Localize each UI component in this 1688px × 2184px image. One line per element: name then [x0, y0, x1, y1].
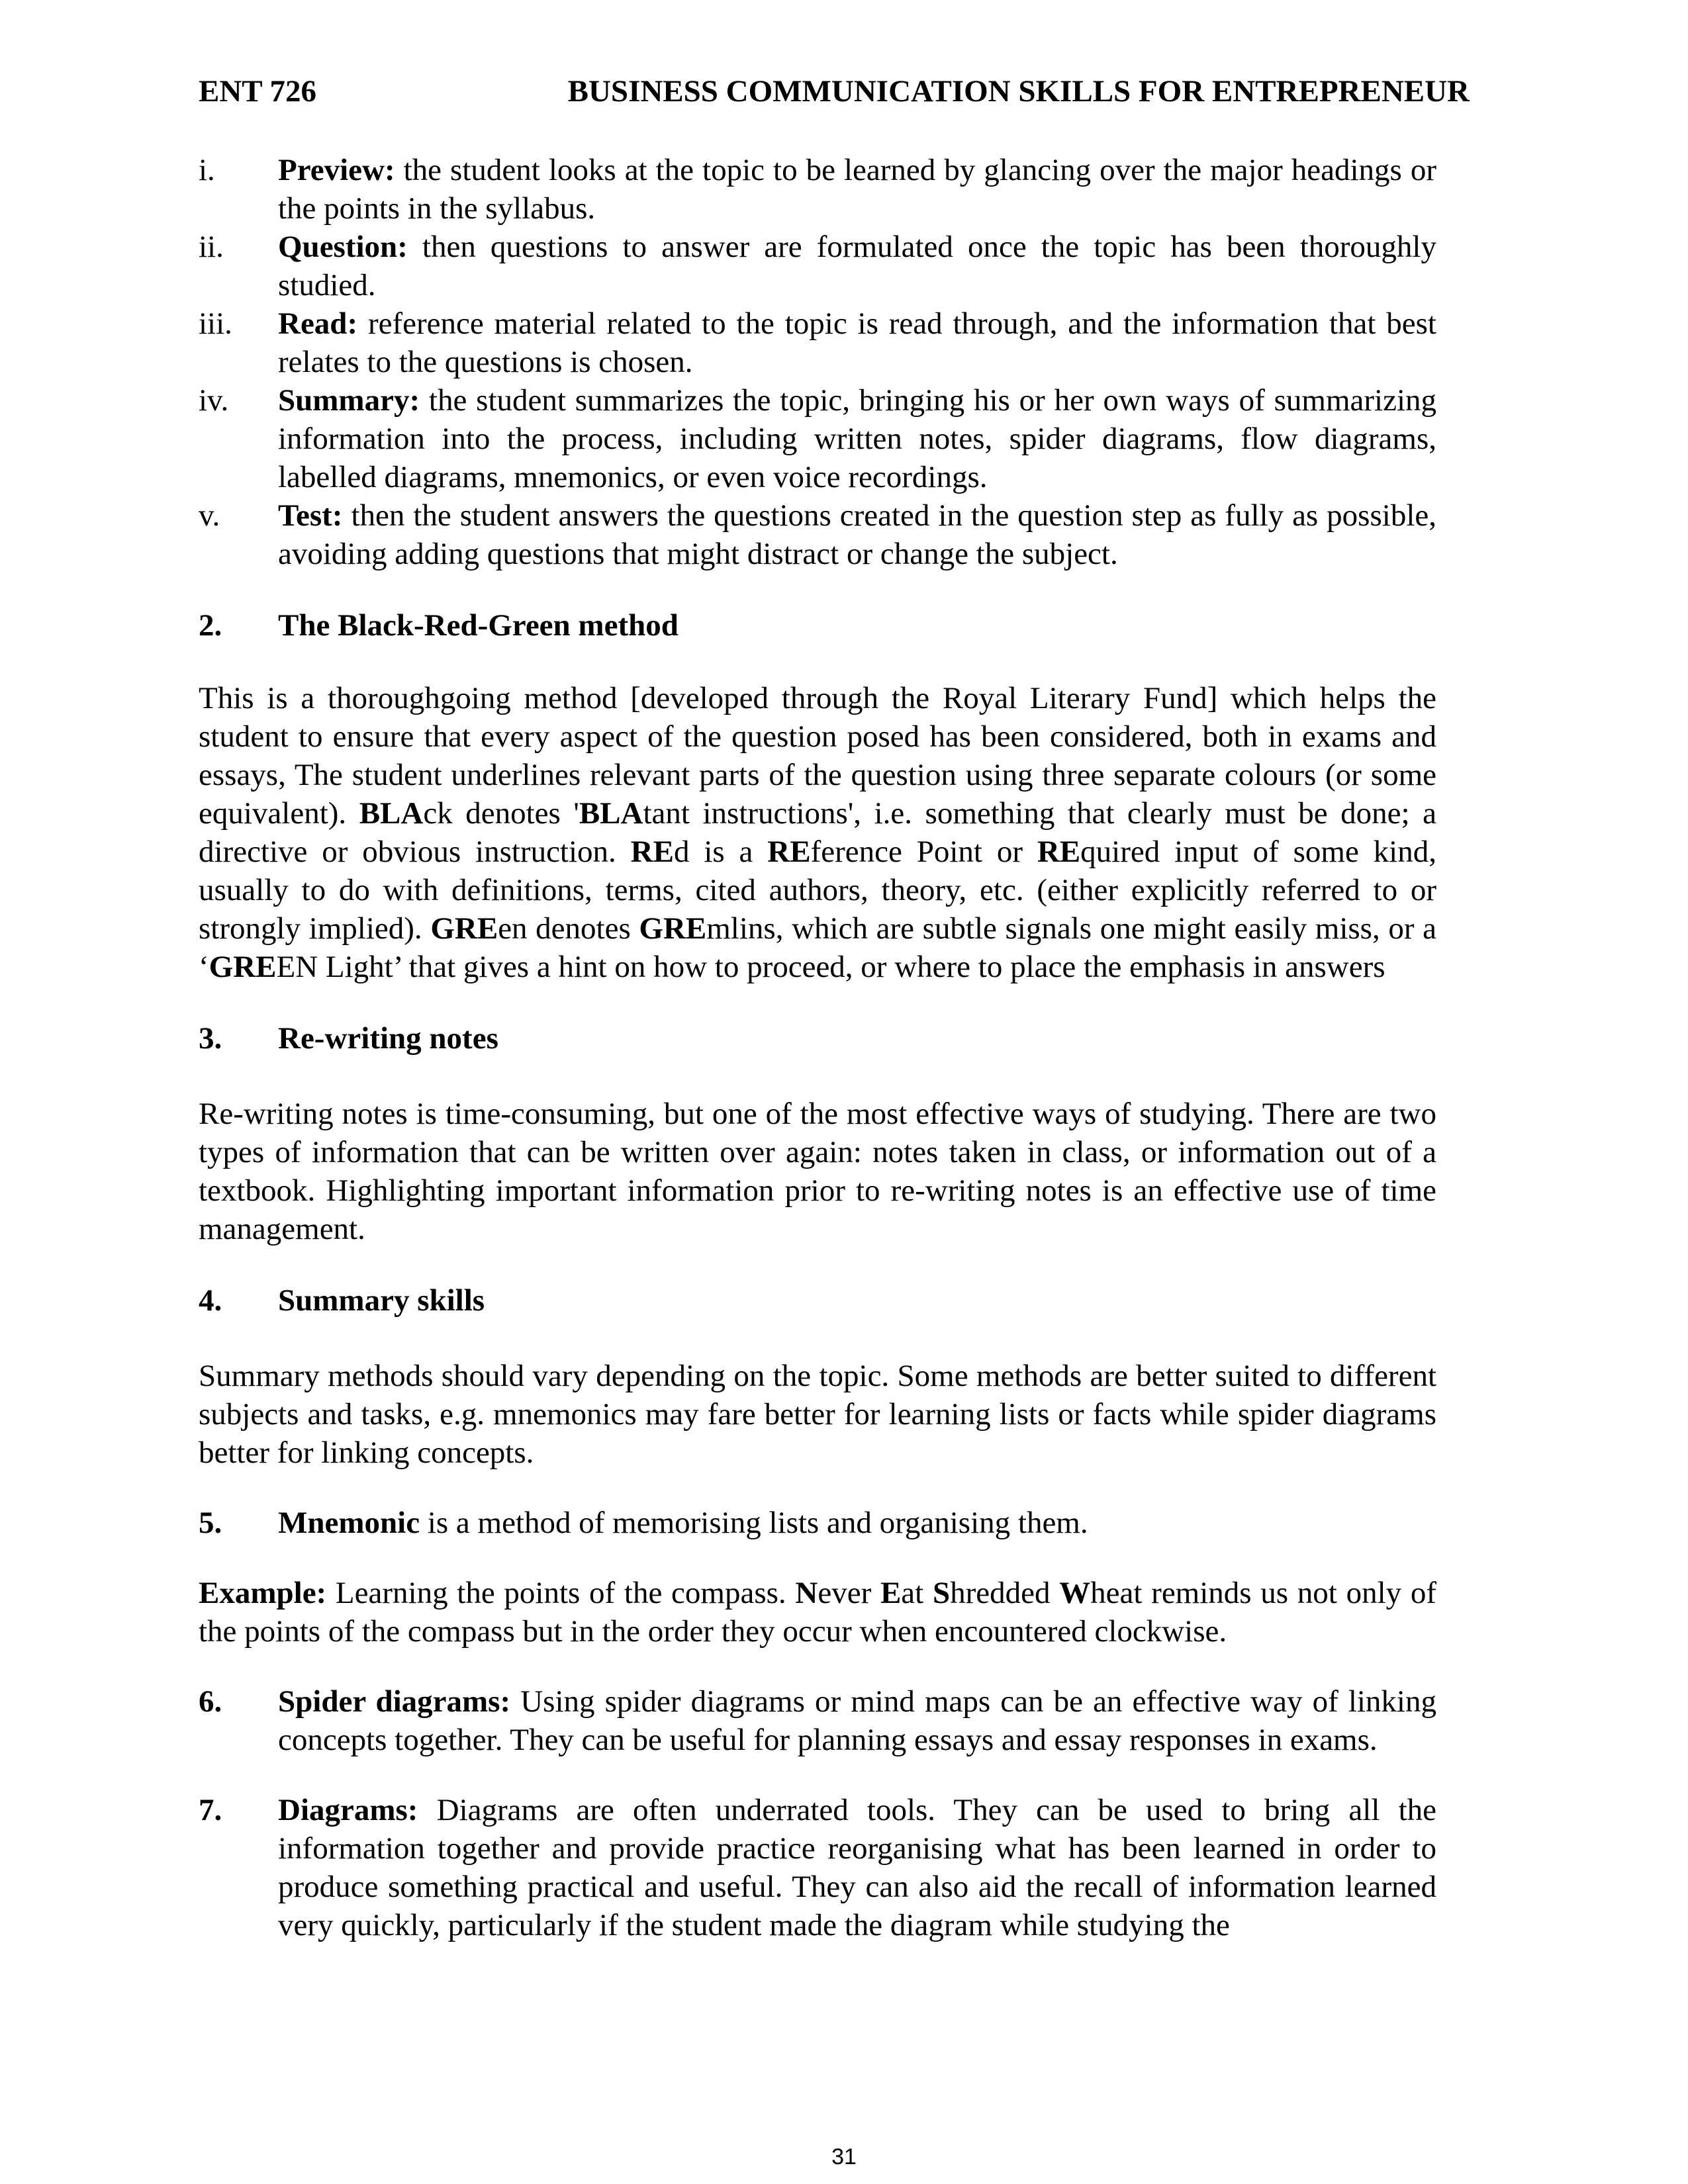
text-run-bold: GRE	[209, 950, 277, 984]
text-run: is a method of memorising lists and organising them.	[420, 1506, 1088, 1540]
list-body: reference material related to the topic is read through, and the information that best relates to the questions is chosen.	[278, 306, 1436, 379]
section-number: 3.	[199, 1021, 222, 1056]
text-run: Learning the points of the compass.	[326, 1576, 796, 1610]
section-title: The Black-Red-Green method	[278, 608, 679, 643]
list-text	[278, 304, 1436, 381]
text-run-bold: RE	[630, 835, 674, 869]
section-5	[199, 1504, 1436, 1542]
list-text	[278, 381, 1436, 496]
text-run-bold: E	[880, 1576, 902, 1610]
text-run-bold: GRE	[430, 911, 498, 946]
text-run: ference Point or	[810, 835, 1037, 869]
section-heading-3	[199, 1019, 1436, 1058]
text-run: Using spider diagrams or mind maps can be an effective way of linking concepts together. They can be useful for planning essays and essay responses in exams.	[278, 1684, 1436, 1757]
list-term: Summary:	[278, 383, 420, 418]
text-run: tant instructions', i.e. something that clearly must be done; a directive or obvious instruction.	[199, 796, 1436, 869]
list-number: iv.	[199, 383, 229, 418]
text-run: ck denotes '	[423, 796, 579, 831]
list-item	[199, 496, 1436, 573]
term: Spider diagrams:	[278, 1684, 511, 1719]
list-body: then questions to answer are formulated once the topic has been thoroughly studied.	[278, 230, 1436, 302]
list-item	[199, 304, 1436, 381]
text-run: at	[901, 1576, 933, 1610]
text-run-bold: W	[1059, 1576, 1091, 1610]
list-term: Test:	[278, 498, 343, 533]
section-number: 7.	[199, 1793, 222, 1827]
list-item	[199, 381, 1436, 496]
list-term: Read:	[278, 306, 358, 341]
text-run: hredded	[950, 1576, 1060, 1610]
section-4-paragraph: Summary methods should vary depending on the topic. Some methods are better suited to different subjects and tasks, e.g. mnemonics may fare better for learning lists or facts while spider diagrams better for linking concepts.	[199, 1359, 1436, 1470]
list-body: the student summarizes the topic, bringing his or her own ways of summarizing information into the process, including written notes, spider diagrams, flow diagrams, labelled diagrams, mnemonics, or even voice recordings.	[278, 383, 1436, 494]
list-body: then the student answers the questions created in the question step as fully as possible, avoiding adding questions that might distract or change the subject.	[278, 498, 1436, 571]
roman-list	[199, 151, 1436, 573]
list-body: the student looks at the topic to be learned by glancing over the major headings or the points in the syllabus.	[278, 153, 1436, 226]
text-run-bold: N	[795, 1576, 818, 1610]
text-run-bold: S	[932, 1576, 951, 1610]
section-3-paragraph: Re-writing notes is time-consuming, but one of the most effective ways of studying. There are two types of information that can be written over again: notes taken in class, or information out of a textbook. Highlighting important information prior to re-writing notes is an effective use of time management.	[199, 1097, 1436, 1246]
example-paragraph	[199, 1574, 1436, 1651]
text-run-bold: BLA	[359, 796, 424, 831]
section-number: 6.	[199, 1684, 222, 1719]
list-number: v.	[199, 498, 220, 533]
text-run-bold: RE	[1037, 835, 1081, 869]
term: Mnemonic	[278, 1506, 420, 1540]
example-label: Example:	[199, 1576, 327, 1610]
section-number: 5.	[199, 1506, 222, 1540]
section-7	[199, 1791, 1436, 1944]
list-number: ii.	[199, 230, 224, 264]
text-run-bold: RE	[767, 835, 811, 869]
list-item	[199, 151, 1436, 228]
section-6	[199, 1682, 1436, 1759]
text-run-bold: BLA	[579, 796, 643, 831]
page-number: 31	[831, 2144, 857, 2169]
text-run: quired input of some kind, usually to do with definitions, terms, cited authors, theory, etc. (either explicitly referred to or strongly implied).	[199, 835, 1436, 946]
section-7-text	[278, 1791, 1436, 1944]
page-header	[199, 73, 1470, 110]
section-title: Re-writing notes	[278, 1021, 498, 1056]
section-heading-4	[199, 1281, 1436, 1320]
list-number: iii.	[199, 306, 232, 341]
text-run: This is a thoroughgoing method [developed through the Royal Literary Fund] which helps the student to ensure that every aspect of the question posed has been considered, both in exams and essays, The student underlines relevant parts of the question using three separate colours (or some equivalent).	[199, 681, 1436, 831]
text-run: EN Light’ that gives a hint on how to proceed, or where to place the emphasis in answers	[276, 950, 1385, 984]
list-term: Question:	[278, 230, 408, 264]
list-item	[199, 228, 1436, 304]
section-heading-2	[199, 606, 1436, 645]
list-number: i.	[199, 153, 215, 187]
list-text	[278, 496, 1436, 573]
text-run: en denotes	[498, 911, 639, 946]
section-number: 4.	[199, 1283, 222, 1318]
section-number: 2.	[199, 608, 222, 643]
text-run: d is a	[673, 835, 768, 869]
text-run: Diagrams are often underrated tools. They can be used to bring all the information together and provide practice reorganising what has been learned in order to produce something practical and useful. They can also aid the recall of information learned very quickly, particularly if the student made the diagram while studying the	[278, 1793, 1436, 1942]
text-run: heat reminds us not only of the points of the compass but in the order they occur when encountered clockwise.	[199, 1576, 1437, 1649]
list-text	[278, 228, 1436, 304]
section-5-text	[278, 1504, 1436, 1542]
course-title: BUSINESS COMMUNICATION SKILLS FOR ENTREPRENEUR	[567, 74, 1470, 109]
text-run: mlins, which are subtle signals one might easily miss, or a ‘	[199, 911, 1436, 984]
list-text	[278, 151, 1436, 228]
course-code: ENT 726	[199, 74, 317, 109]
section-2-paragraph	[199, 679, 1436, 986]
section-6-text	[278, 1682, 1436, 1759]
section-title: Summary skills	[278, 1283, 485, 1318]
page-content	[199, 151, 1436, 1944]
term: Diagrams:	[278, 1793, 418, 1827]
list-term: Preview:	[278, 153, 395, 187]
text-run-bold: GRE	[639, 911, 707, 946]
text-run: ever	[818, 1576, 880, 1610]
